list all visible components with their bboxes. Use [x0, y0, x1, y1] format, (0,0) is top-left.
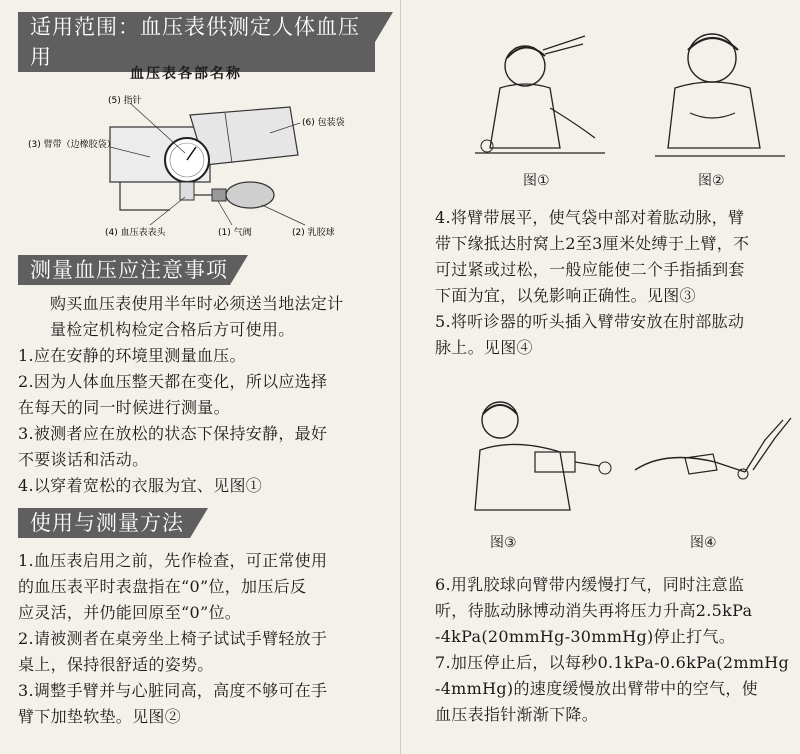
step-line: 5.将听诊器的听头插入臂带安放在肘部肱动	[435, 312, 745, 331]
label-bulb: (2) 乳胶球	[292, 228, 335, 238]
step-line: 可过紧或过松，一般应能使二个手指插到套	[435, 260, 745, 279]
column-divider	[400, 0, 401, 754]
precaution-line: 购买血压表使用半年时必须送当地法定计	[50, 294, 344, 313]
label-valve: (1) 气阀	[218, 228, 252, 238]
figure-4-caption: 图④	[690, 535, 717, 551]
figure-2-illustration	[650, 18, 790, 168]
step-line: 血压表指针渐渐下降。	[435, 705, 599, 724]
figure-1-illustration	[465, 28, 615, 168]
figure-4-illustration	[625, 410, 795, 500]
label-cuff: (3) 臂带（边橡胶袋）	[28, 140, 116, 150]
figure-3-illustration	[465, 390, 615, 520]
figure-3-caption: 图③	[490, 535, 517, 551]
precaution-line: 在每天的同一时候进行测量。	[18, 398, 230, 417]
method-line: 应灵活，并仍能回原至“0”位。	[18, 603, 242, 622]
step-line: 听，待肱动脉博动消失再将压力升高2.5kPa	[435, 601, 753, 620]
step-line: 脉上。见图④	[435, 338, 533, 357]
precautions-banner: 测量血压应注意事项	[18, 255, 230, 285]
precautions-text	[18, 291, 398, 499]
method-banner: 使用与测量方法	[18, 508, 190, 538]
figure-1-caption: 图①	[523, 173, 550, 189]
step-line: 4.将臂带展平，使气袋中部对着肱动脉，臂	[435, 208, 745, 227]
blood-pressure-meter-diagram	[0, 85, 400, 245]
precaution-line: 1.应在安静的环境里测量血压。	[18, 346, 246, 365]
step-line: 7.加压停止后，以每秒0.1kPa-0.6kPa(2mmHg	[435, 653, 790, 672]
precaution-line: 3.被测者应在放松的状态下保持安静，最好	[18, 424, 328, 443]
diagram-title: 血压表各部名称	[130, 66, 242, 82]
scope-banner: 适用范围：血压表供测定人体血压用	[18, 12, 375, 72]
precaution-line: 2.因为人体血压整天都在变化，所以应选择	[18, 372, 328, 391]
step-line: -4kPa(20mmHg-30mmHg)停止打气。	[435, 627, 736, 646]
method-line: 桌上，保持很舒适的姿势。	[18, 655, 214, 674]
method-text	[18, 548, 398, 730]
precaution-line: 不要谈话和活动。	[18, 450, 149, 469]
step-6-7-text	[435, 572, 800, 728]
label-head: (4) 血压表表头	[105, 228, 166, 238]
precaution-line: 量检定机构检定合格后方可使用。	[50, 320, 295, 339]
precaution-line: 4.以穿着宽松的衣服为宜、见图①	[18, 476, 263, 495]
figure-2-caption: 图②	[698, 173, 725, 189]
method-line: 的血压表平时表盘指在“0”位，加压后反	[18, 577, 307, 596]
step-line: 6.用乳胶球向臂带内缓慢打气，同时注意监	[435, 575, 745, 594]
label-pointer: (5) 指针	[108, 96, 142, 106]
method-line: 2.请被测者在桌旁坐上椅子试试手臂轻放于	[18, 629, 328, 648]
step-line: 下面为宜，以免影响正确性。见图③	[435, 286, 696, 305]
label-bag: (6) 包装袋	[302, 118, 345, 128]
method-line: 3.调整手臂并与心脏同高，高度不够可在手	[18, 681, 328, 700]
method-line: 1.血压表启用之前，先作检查，可正常使用	[18, 551, 328, 570]
step-line: 带下缘抵达肘窝上2至3厘米处缚于上臂，不	[435, 234, 750, 253]
method-line: 臂下加垫软垫。见图②	[18, 707, 182, 726]
step-line: -4mmHg)的速度缓慢放出臂带中的空气，使	[435, 679, 758, 698]
step-4-5-text	[435, 205, 800, 361]
